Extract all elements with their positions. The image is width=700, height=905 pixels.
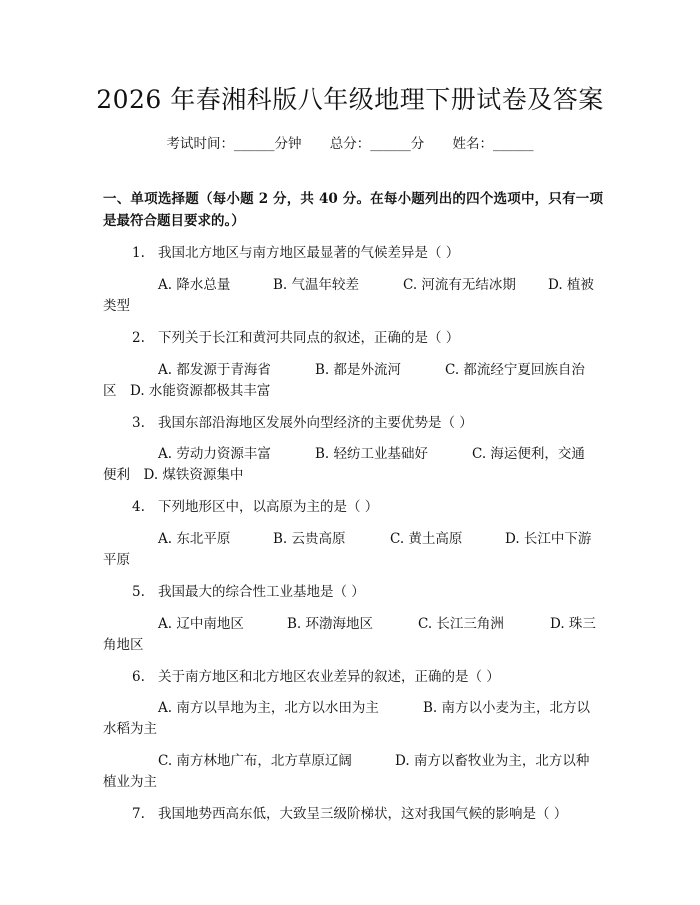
question-4 (132, 496, 602, 518)
option-a: A. 南方以旱地为主，北方以水田为主 (158, 700, 379, 716)
question-1-options-wrap: 类型 (103, 298, 130, 314)
option-d: D. 南方以畜牧业为主，北方以种 (395, 753, 590, 769)
question-text: 下列地形区中，以高原为主的是（ ） (158, 499, 379, 515)
option-d: D. 长江中下游 (505, 531, 592, 547)
question-4-options (103, 528, 600, 550)
option-c: C. 黄土高原 (390, 531, 463, 547)
option-b: B. 环渤海地区 (287, 616, 374, 632)
option-b: B. 都是外流河 (315, 362, 402, 378)
question-6-options-2 (103, 750, 600, 772)
exam-score: 总分：______分 (329, 136, 425, 152)
question-text: 我国最大的综合性工业基地是（ ） (158, 584, 365, 600)
question-6 (132, 666, 602, 688)
option-c: C. 南方林地广布，北方草原辽阔 (158, 753, 352, 769)
question-2-options-wrap: 区 D. 水能资源都极其丰富 (103, 383, 271, 399)
question-5-options-wrap: 角地区 (103, 637, 144, 653)
question-5-options (103, 613, 600, 635)
question-text: 下列关于长江和黄河共同点的叙述，正确的是（ ） (158, 330, 460, 346)
question-text: 我国东部沿海地区发展外向型经济的主要优势是（ ） (158, 415, 473, 431)
question-6-options-wrap-2: 植业为主 (103, 774, 157, 790)
option-c: C. 长江三角洲 (418, 616, 504, 632)
question-text: 我国北方地区与南方地区最显著的气候差异是（ ） (158, 245, 460, 261)
question-number: 3. (132, 415, 145, 431)
question-number: 7. (132, 806, 145, 822)
option-c: C. 都流经宁夏回族自治 (445, 362, 585, 378)
option-a: A. 东北平原 (158, 531, 231, 547)
question-number: 2. (132, 330, 145, 346)
question-2-options (103, 359, 600, 381)
question-number: 1. (132, 245, 145, 261)
option-a: A. 降水总量 (158, 277, 231, 293)
question-3-options-wrap: 便利 D. 煤铁资源集中 (103, 467, 244, 483)
question-text: 关于南方地区和北方地区农业差异的叙述，正确的是（ ） (158, 669, 500, 685)
option-b: B. 轻纺工业基础好 (315, 446, 429, 462)
option-a: A. 劳动力资源丰富 (158, 446, 271, 462)
option-b: B. 云贵高原 (273, 531, 346, 547)
exam-title: 2026 年春湘科版八年级地理下册试卷及答案 (96, 85, 604, 114)
question-1-options (103, 274, 600, 296)
section-heading: 一、单项选择题（每小题 2 分，共 40 分。在每小题列出的四个选项中，只有一项是最符合题目要求的。） (103, 191, 603, 229)
question-6-options (103, 697, 600, 719)
option-a: A. 辽中南地区 (158, 616, 244, 632)
student-name: 姓名：______ (452, 136, 534, 152)
question-number: 5. (132, 584, 145, 600)
option-d: D. 珠三 (550, 616, 596, 632)
question-2 (132, 327, 602, 349)
option-b: B. 气温年较差 (273, 277, 360, 293)
question-6-options-wrap: 水稻为主 (103, 721, 157, 737)
question-number: 6. (132, 669, 145, 685)
exam-info (0, 132, 700, 152)
question-text: 我国地势西高东低，大致呈三级阶梯状，这对我国气候的影响是（ ） (158, 806, 568, 822)
option-d: D. 植被 (548, 277, 594, 293)
option-c: C. 河流有无结冰期 (403, 277, 516, 293)
question-3 (132, 412, 602, 434)
question-1 (132, 242, 602, 264)
question-5 (132, 581, 602, 603)
question-3-options (103, 443, 600, 465)
question-4-options-wrap: 平原 (103, 552, 130, 568)
option-c: C. 海运便利，交通 (472, 446, 585, 462)
exam-time: 考试时间：______分钟 (166, 136, 302, 152)
question-7 (132, 803, 602, 825)
option-a: A. 都发源于青海省 (158, 362, 271, 378)
question-number: 4. (132, 499, 145, 515)
option-b: B. 南方以小麦为主，北方以 (423, 700, 591, 716)
